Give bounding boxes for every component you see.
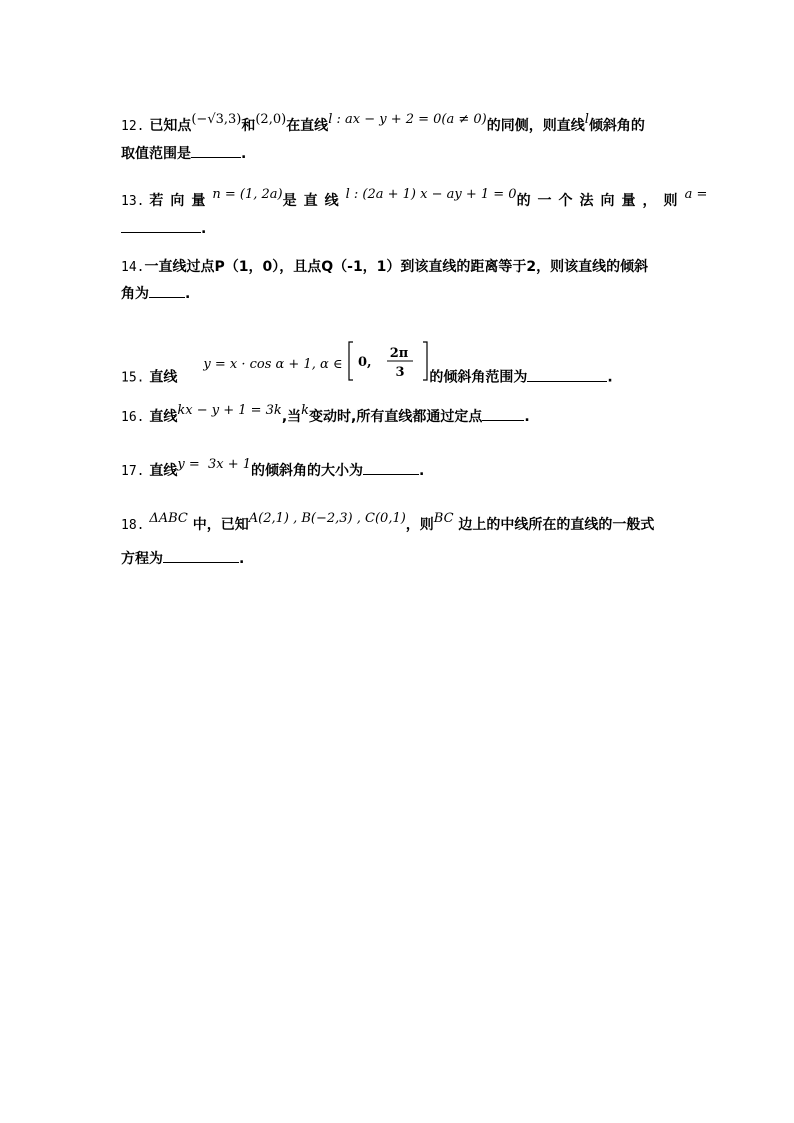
question-text: 若向量: [149, 193, 213, 209]
question-12-line-2: [121, 144, 246, 163]
question-18-line-1: 18. ΔABC 中，已知A(2,1) , B(−2,3) , C(0,1)，则BC 边上的中线所在的直线的一般式: [121, 511, 655, 533]
period: .: [241, 146, 247, 162]
math-symbol: l: [584, 112, 589, 127]
period: .: [419, 463, 425, 479]
question-text: 已知点: [149, 118, 192, 134]
question-16-line: 16. 直线kx − y + 1 = 3k,当k变动时,所有直线都通过定点 .: [121, 403, 530, 425]
math-equation: y = 3x + 1: [177, 457, 252, 472]
answer-blank[interactable]: [363, 461, 419, 475]
question-number: 14: [121, 260, 137, 275]
question-text: 的倾斜角的大小为: [251, 463, 364, 479]
math-point: (−√3,3): [191, 112, 242, 127]
fraction-numerator: 2π: [390, 346, 409, 361]
question-text: 角为: [121, 286, 149, 302]
period: .: [201, 221, 207, 237]
fraction-denominator: 3: [395, 365, 405, 380]
question-number: 16: [121, 410, 137, 425]
question-text: 和: [241, 118, 256, 134]
question-text: 的同侧，则直线: [486, 118, 585, 134]
interval-left-text: 0,: [358, 355, 372, 370]
question-13-line-1: 13. 若向量n = (1, 2a)是直线l : (2a + 1) x − ay + 1 = 0的一个法向量，则a =: [121, 187, 708, 209]
answer-blank[interactable]: [121, 219, 201, 233]
question-13-line-2: [121, 219, 206, 238]
question-14-line-1: 14.一直线过点P（1，0），且点Q（-1，1）到该直线的距离等于2，则该直线的倾斜: [121, 259, 649, 275]
question-15-line: 15. 直线y = x · cos α + 1, α ∈ 0, 2π 3 的倾斜角范围为 .: [121, 354, 613, 401]
question-number: 17: [121, 464, 137, 479]
math-interval: [347, 340, 429, 387]
question-text: 边上的中线所在的直线的一般式: [458, 517, 655, 533]
math-points: A(2,1) , B(−2,3) , C(0,1): [248, 511, 406, 526]
answer-blank[interactable]: [149, 284, 185, 298]
period: .: [607, 369, 613, 386]
question-text: 的倾斜角范围为: [429, 369, 528, 386]
question-text: 方程为: [121, 551, 163, 567]
question-text: 直线: [149, 409, 178, 425]
question-14-line-2: [121, 284, 190, 303]
period: .: [185, 286, 191, 302]
question-18-line-2: [121, 549, 244, 568]
question-text: 直线: [149, 463, 178, 479]
question-text: 中，已知: [192, 517, 249, 533]
period: .: [524, 409, 530, 425]
question-text: ，则: [405, 517, 434, 533]
question-number: 12: [121, 119, 137, 134]
question-text: 的一个法向量，则: [516, 193, 685, 209]
math-vector: n = (1, 2a): [212, 187, 283, 202]
math-line-equation: l : (2a + 1) x − ay + 1 = 0: [345, 187, 517, 202]
question-text: 取值范围是: [121, 146, 191, 162]
question-text: 直线: [149, 369, 178, 386]
question-text: 一直线过点P（1，0），且点Q（-1，1）到该直线的距离等于2，则该直线的倾斜: [144, 259, 649, 275]
math-point: (2,0): [255, 112, 287, 127]
question-17-line: 17. 直线y = 3x + 1的倾斜角的大小为 .: [121, 457, 425, 479]
question-12-line-1: 12. 已知点(−√3,3)和(2,0)在直线l : ax − y + 2 = 0(a ≠ 0)的同侧，则直线l倾斜角的: [121, 112, 645, 134]
question-number: 18: [121, 518, 137, 533]
math-symbol: a =: [684, 187, 708, 202]
answer-blank[interactable]: [482, 407, 524, 421]
question-number: 15: [121, 370, 137, 386]
math-equation: y = x · cos α + 1, α ∈: [203, 356, 343, 372]
math-symbol: k: [301, 403, 310, 418]
math-equation: kx − y + 1 = 3k: [177, 403, 282, 418]
question-text: 在直线: [286, 118, 329, 134]
interval-brackets-icon: [347, 340, 429, 382]
math-triangle: ΔABC: [149, 511, 188, 526]
question-text: 倾斜角的: [588, 118, 645, 134]
question-number: 13: [121, 194, 137, 209]
question-text: 变动时,所有直线都通过定点: [309, 409, 483, 425]
question-text: 是直线: [282, 193, 346, 209]
answer-blank[interactable]: [163, 549, 239, 563]
math-segment: BC: [433, 511, 454, 526]
answer-blank[interactable]: [527, 368, 607, 382]
question-text: ,当: [281, 409, 302, 425]
math-line-equation: l : ax − y + 2 = 0(a ≠ 0): [328, 112, 487, 127]
answer-blank[interactable]: [191, 144, 241, 158]
period: .: [239, 551, 245, 567]
